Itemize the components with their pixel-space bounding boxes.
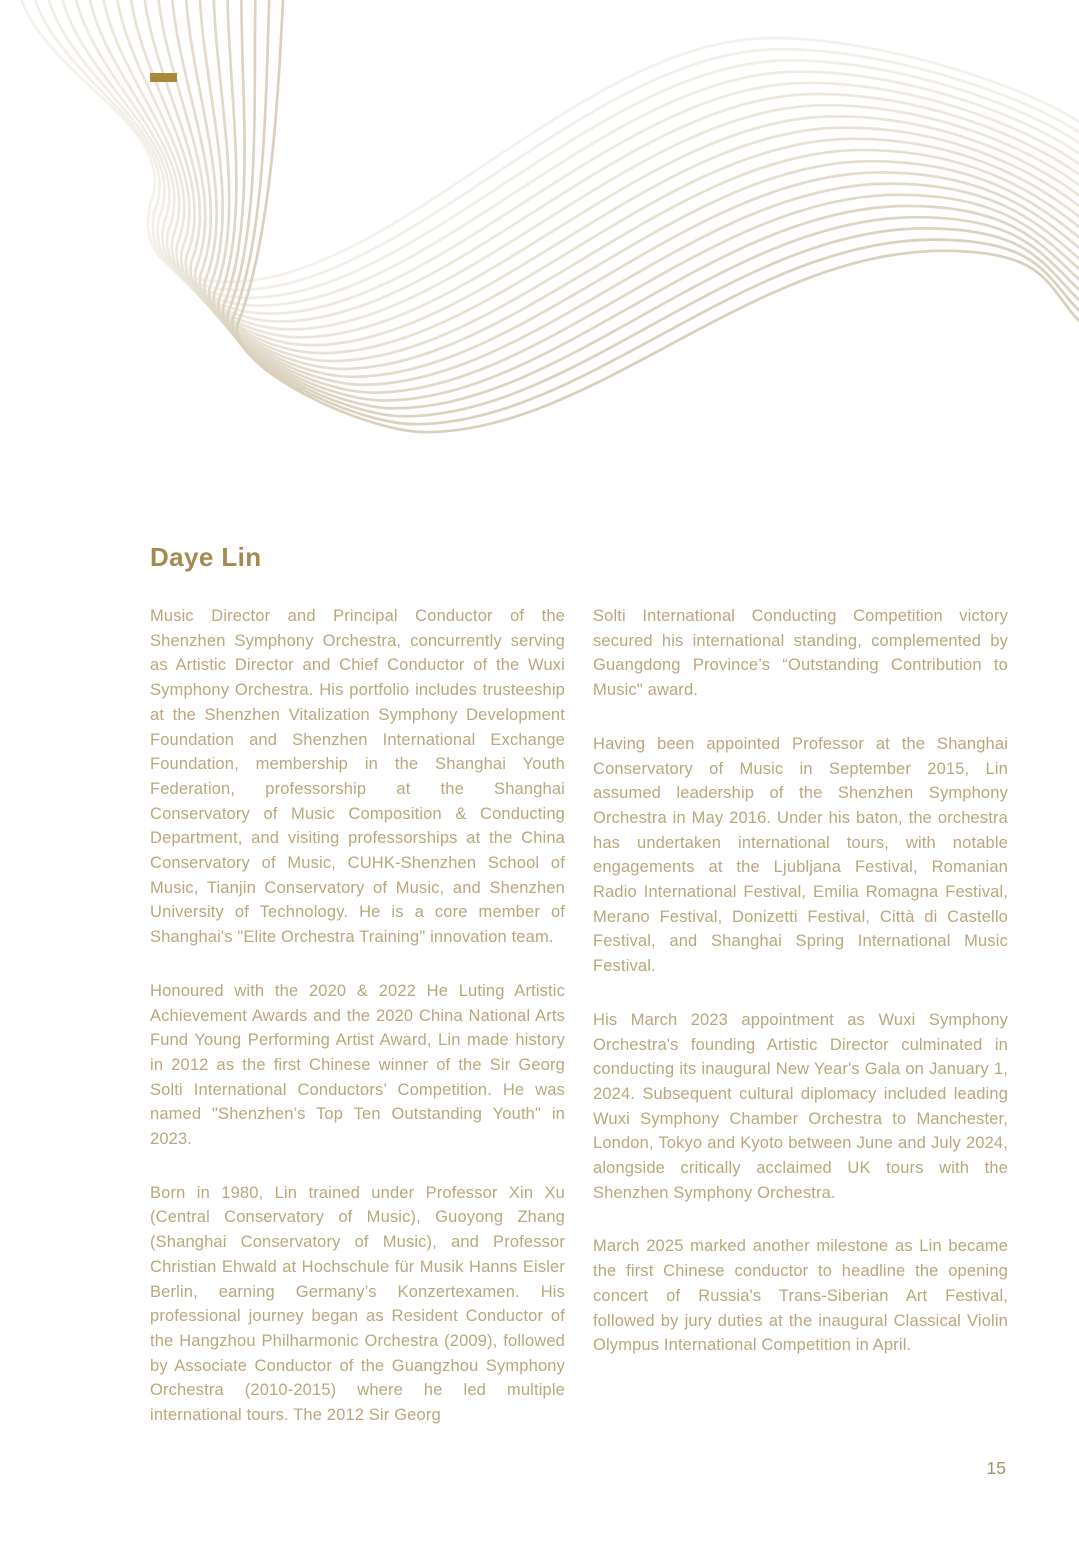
- biography-paragraph: Music Director and Principal Conductor of the Shenzhen Symphony Orchestra, concurrently serving as Artistic Director and Chief Conductor of the Wuxi Symphony Orchestra. His portfolio includes trusteeship at the Shenzhen Vitalization Symphony Development Foundation and Shenzhen International Exchange Foundation, membership in the Shanghai Youth Federation, professorship at the Shanghai Conservatory of Music Composition & Conducting Department, and visiting professorships at the China Conservatory of Music, CUHK-Shenzhen School of Music, Tianjin Conservatory of Music, and Shenzhen University of Technology. He is a core member of Shanghai's "Elite Orchestra Training" innovation team.: [150, 607, 565, 947]
- biography-paragraph: Solti International Conducting Competition victory secured his international standing, complemented by Guangdong Province’s “Outstanding Contribution to Music" award.: [593, 607, 1008, 700]
- gold-accent-dash: [150, 73, 177, 82]
- biography-paragraph: Born in 1980, Lin trained under Professor Xin Xu (Central Conservatory of Music), Guoyong Zhang (Shanghai Conservatory of Music), and Professor Christian Ehwald at Hochschule für Musik Hanns Eisler Berlin, earning Germany’s Konzertexamen. His professional journey began as Resident Conductor of the Hangzhou Philharmonic Orchestra (2009), followed by Associate Conductor of the Guangzhou Symphony Orchestra (2010-2015) where he led multiple international tours. The 2012 Sir Georg: [150, 1183, 565, 1425]
- page-title: Daye Lin: [150, 542, 262, 572]
- biography-paragraph: Honoured with the 2020 & 2022 He Luting Artistic Achievement Awards and the 2020 China National Arts Fund Young Performing Artist Award, Lin made history in 2012 as the first Chinese winner of the Sir Georg Solti International Conductors’ Competition. He was named "Shenzhen’s Top Ten Outstanding Youth" in 2023.: [150, 981, 565, 1149]
- biography-columns: [150, 604, 1008, 1457]
- biography-paragraph: March 2025 marked another milestone as Lin became the first Chinese conductor to headline the opening concert of Russia's Trans-Siberian Art Festival, followed by jury duties at the inaugural Classical Violin Olympus International Competition in April.: [593, 1237, 1008, 1355]
- decorative-wave-pattern: [0, 0, 1079, 560]
- page-number: 15: [986, 1458, 1006, 1478]
- left-column: [150, 604, 565, 1457]
- biography-paragraph: Having been appointed Professor at the Shanghai Conservatory of Music in September 2015, Lin assumed leadership of the Shenzhen Symphony Orchestra in May 2016. Under his baton, the orchestra has undertaken international tours, with notable engagements at the Ljubljana Festival, Romanian Radio International Festival, Emilia Romagna Festival, Merano Festival, Donizetti Festival, Città di Castello Festival, and Shanghai Spring International Music Festival.: [593, 734, 1008, 976]
- right-column: [593, 604, 1008, 1457]
- biography-paragraph: His March 2023 appointment as Wuxi Symphony Orchestra's founding Artistic Director culminated in conducting its inaugural New Year's Gala on January 1, 2024. Subsequent cultural diplomacy included leading Wuxi Symphony Chamber Orchestra to Manchester, London, Tokyo and Kyoto between June and July 2024, alongside critically acclaimed UK tours with the Shenzhen Symphony Orchestra.: [593, 1010, 1008, 1202]
